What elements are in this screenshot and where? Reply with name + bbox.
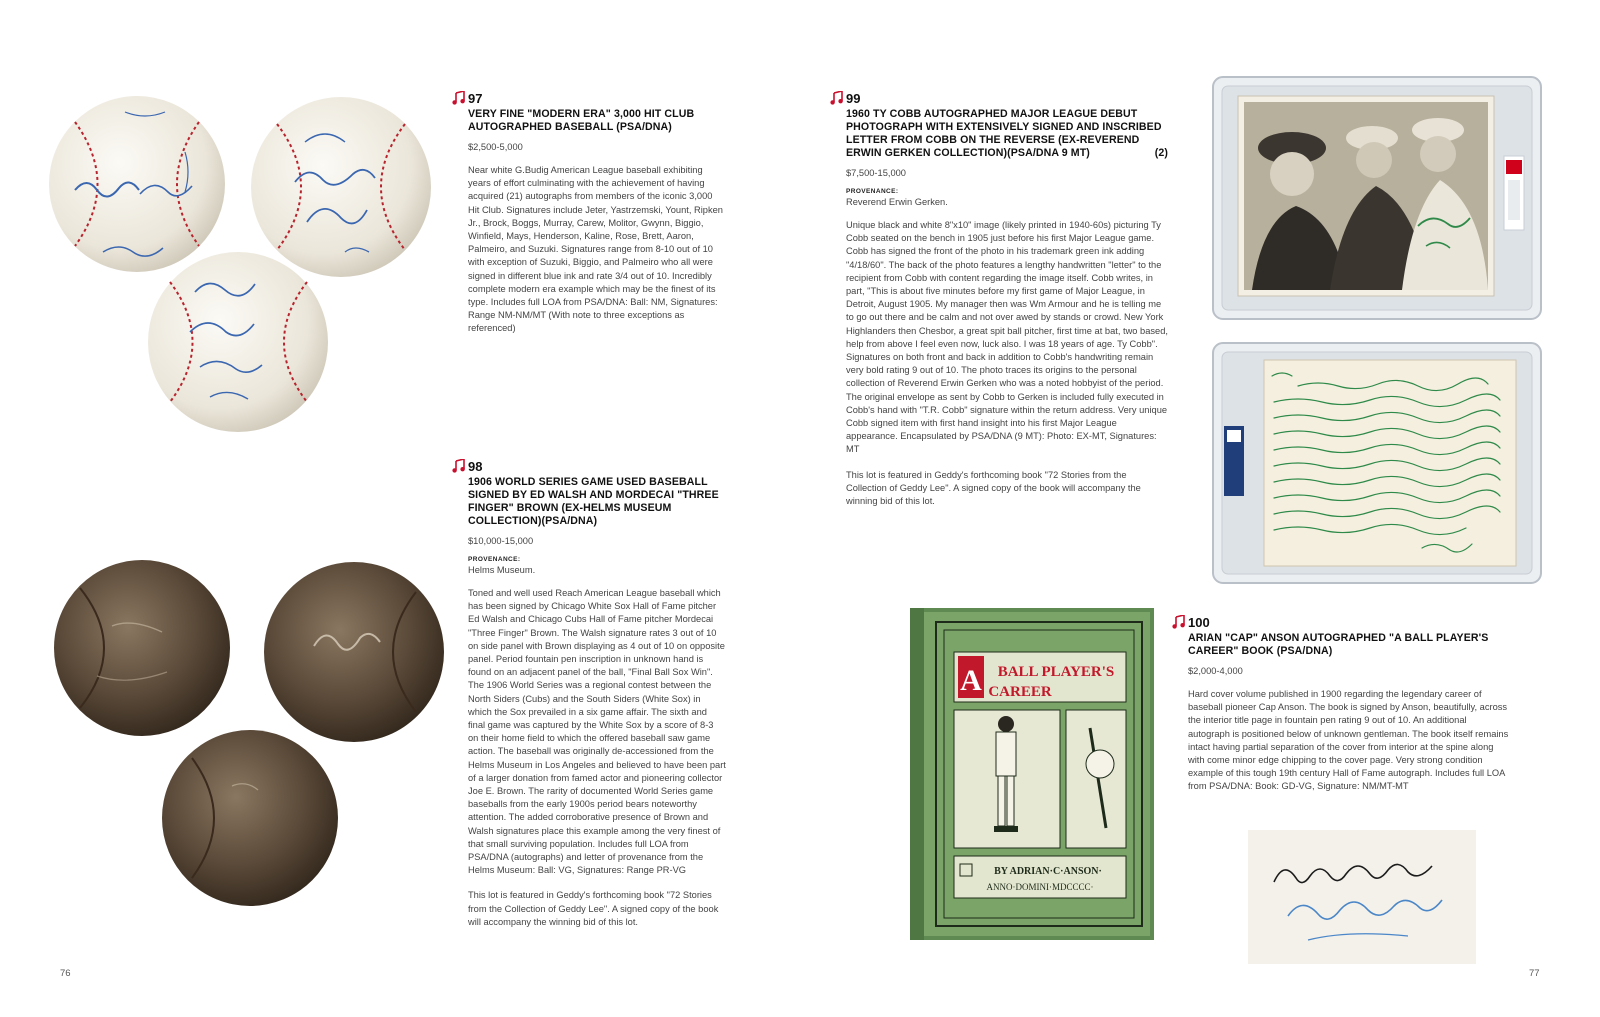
lot-number: 100 [1188,614,1210,630]
lot-title [846,108,1168,160]
lot-note: This lot is featured in Geddy's forthcoming book "72 Stories from the Collection of Geddy Lee". A signed copy of the book will accompany the winning bid of this lot. [846,469,1141,507]
lot-99-header [846,90,1168,106]
lot-100-header [1188,614,1510,630]
music-note-icon [452,459,466,473]
provenance-value: Reverend Erwin Gerken. [846,197,948,207]
game-ball-1 [54,560,230,736]
lot-description: Unique black and white 8"x10" image (likely printed in 1940-60s) picturing Ty Cobb seated on the bench in 1905 just before his first Major League game. Cobb has signed the front of the photo in his trademark green ink adding "4/18/60". The back of the photo features a lengthy handwritten "letter" to the recipient from Cobb with content regarding the image itself. Cobb writes, in part, "This is about five minutes before my first game of Major League, in Detroit, August 1905. My manager then was Wm Armour and he is telling me to go out there and be calm and not over awed by stands or crowd. New York Highlanders then Chesbor, a great spit ball pitcher, first time at bat, two based, help from above I feel even now, luck also. I was 18 years of age. Ty Cobb". Signatures on both front and back in addition to Cobb's handwriting remain very bold rating 9 out of 10. The photo traces its origins to the personal collection of Reverend Erwin Gerken who was a noted hobbyist of the period. The original envelope as sent by Cobb to Gerken is included fully executed in Cobb's hand with "T.R. Cobb" signature within the return address. Very unique Cobb signed item with first hand insight into his first Major League appearance. Encapsulated by PSA/DNA (9 MT): Photo: EX-MT, Signatures: MT [846,220,1168,455]
lot-estimate: $10,000-15,000 [468,536,534,546]
psa-slab-letter-reverse [1212,342,1542,584]
lot-estimate: $7,500-15,000 [846,168,906,178]
psa-slab-photo-front [1212,76,1542,320]
baseball-2 [251,97,431,277]
lot-description: Near white G.Budig American League baseball exhibiting years of effort culminating with the achievement of having acquired (21) autographs from members of the iconic 3,000 Hit Club. Signatures include Jeter, Yastrzemski, Yount, Ripken Jr., Brock, Boggs, Murray, Carew, Molitor, Gwynn, Biggio, Winfield, Mays, Henderson, Kaline, Rose, Brett, Aaron, Palmeiro, and Suzuki. Signatures range from 8-10 out of 10 with exception of Suzuki, Biggio, and Palmeiro who all were signed in different blue ink and rate 3/4 out of 10. Incredibly complete modern era example which may be the finest of its type. Includes full LOA from PSA/DNA: Ball: NM, Signatures: Range NM-NM/MT (With note to three exceptions as referenced) [468,165,723,334]
lot-number: 98 [468,458,483,474]
lot-estimate: $2,000-4,000 [1188,666,1243,676]
lot-note: This lot is featured in Geddy's forthcoming book "72 Stories from the Collection of Geddy Lee". A signed copy of the book will accompany the winning bid of this lot. [468,890,719,927]
lot-99 [846,90,1168,508]
lot-title-text: 1960 TY COBB AUTOGRAPHED MAJOR LEAGUE DEBUT PHOTOGRAPH WITH EXTENSIVELY SIGNED AND INSCRIBED LETTER FROM COBB ON THE REVERSE (EX-REVEREND ERWIN GERKEN COLLECTION)(PSA/DNA 9 MT) [846,108,1162,159]
lot-number: 99 [846,90,861,106]
provenance-label: PROVENANCE: [468,556,521,563]
book-imprint: ANNO·DOMINI·MDCCCC· [986,882,1094,892]
game-ball-3 [162,730,338,906]
lot-description: Hard cover volume published in 1900 regarding the legendary career of baseball pioneer Cap Anson. The book is signed by Anson, beautifully, across the interior title page in fountain pen rating 9 out of 10. An additional autograph is positioned below of unknown gentleman. The book itself remains intact having partial separation of the cover from interior at the spine along with come minor edge chipping to the cover page. Very strong condition example of this tough 19th century Hall of Fame autograph. Includes full LOA from PSA/DNA: Book: GD-VG, Signature: NM/MT-MT [1188,689,1509,792]
baseball-1 [49,96,225,272]
lot-97 [468,90,726,336]
book-title-line2: CAREER [988,684,1052,700]
book-title-initial: A [960,664,982,697]
ball-players-career-book [910,608,1154,940]
lot-98 [468,458,726,929]
lot-100 [1188,614,1510,794]
baseball-3 [148,252,328,432]
book-author: BY ADRIAN·C·ANSON· [994,866,1102,877]
lot-estimate: $2,500-5,000 [468,142,523,152]
game-ball-2 [264,562,444,742]
music-note-icon [830,91,844,105]
lot-title: 1906 WORLD SERIES GAME USED BASEBALL SIGNED BY ED WALSH AND MORDECAI "THREE FINGER" BROWN (EX-HELMS MUSEUM COLLECTION)(PSA/DNA) [468,476,719,527]
lot-title: VERY FINE "MODERN ERA" 3,000 HIT CLUB AUTOGRAPHED BASEBALL (PSA/DNA) [468,108,695,133]
provenance-value: Helms Museum. [468,565,536,575]
lot-title: ARIAN "CAP" ANSON AUTOGRAPHED "A BALL PLAYER'S CAREER" BOOK (PSA/DNA) [1188,632,1489,657]
page-number-left: 76 [60,968,71,979]
music-note-icon [452,91,466,105]
autographed-baseballs-photo [45,92,445,442]
lot-97-header [468,90,726,106]
game-used-baseballs-photo [52,556,452,910]
page-number-right: 77 [1529,968,1540,979]
lot-description: Toned and well used Reach American League baseball which has been signed by Chicago White Sox Hall of Fame pitcher Ed Walsh and Chicago Cubs Hall of Fame pitcher Mordecai "Three Finger" Brown. The Walsh signature rates 3 out of 10 on side panel with Brown displaying as 4 out of 10 on opposite panel. Period fountain pen inscription in unknown hand is found on an adjacent panel of the ball, "Final Ball Sox Win". The 1906 World Series was a regional contest between the North Siders (Cubs) and the South Siders (White Sox) in which the Sox prevailed in a six game affair. The sixth and final game was captured by the White Sox by a score of 8-3 on their home field to which the offered baseball saw game action. The baseball was originally de-accessioned from the Helms Museum in Los Angeles and believed to have been part of a larger donation from famed actor and pioneering collector Joe E. Brown. The rarity of documented World Series game baseballs from the early 1900s period bears noteworthy attention. The added corroborative presence of Brown and Walsh signatures place this example among the very finest of that small surviving population. Includes full LOA from PSA/DNA (autographs) and letter of provenance from the Helms Museum: Ball: VG, Signatures: Range PR-VG [468,588,726,876]
lot-quantity: (2) [1154,147,1168,159]
lot-98-header [468,458,726,474]
anson-signature-card [1248,830,1476,964]
book-title-line1: BALL PLAYER'S [997,664,1115,680]
lot-number: 97 [468,90,483,106]
provenance-label: PROVENANCE: [846,188,899,195]
music-note-icon [1172,615,1186,629]
